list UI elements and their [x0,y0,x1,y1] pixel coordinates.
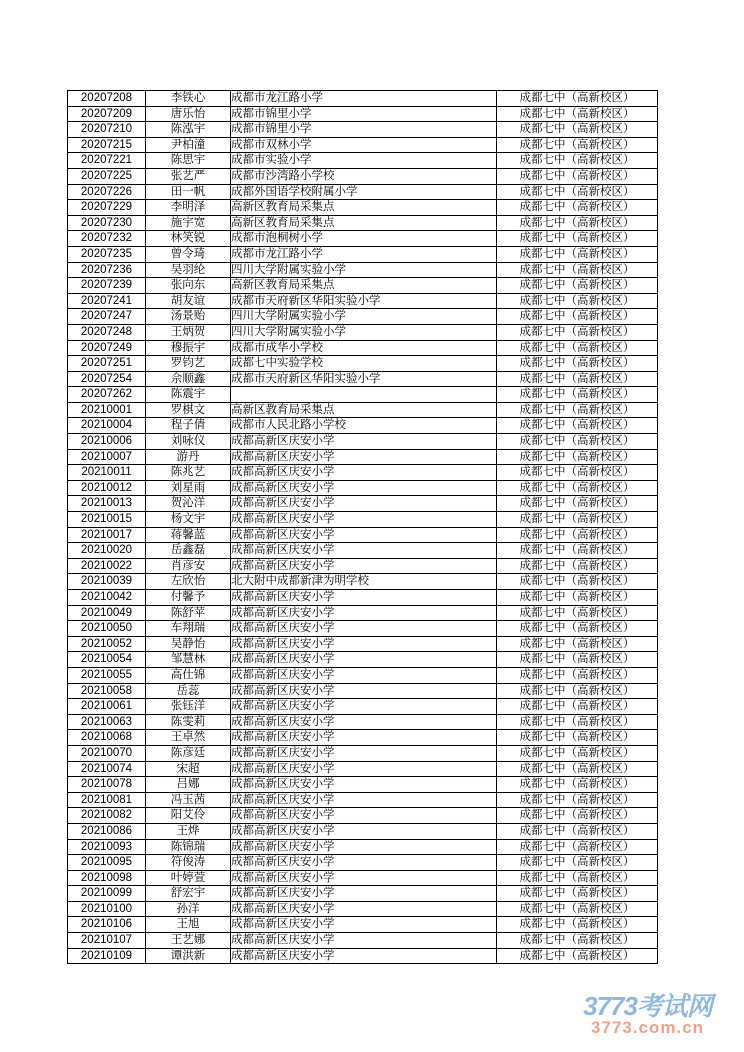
cell-admitted: 成都七中（高新校区） [497,761,658,777]
cell-admitted: 成都七中（高新校区） [497,434,658,450]
cell-name: 穆振宇 [146,340,231,356]
cell-admitted: 成都七中（高新校区） [497,106,658,122]
table-row [68,122,658,138]
table-row [68,402,658,418]
cell-id: 20210061 [68,699,146,715]
cell-id: 20210054 [68,652,146,668]
cell-id: 20210068 [68,730,146,746]
cell-school: 成都市锦里小学 [231,106,497,122]
cell-name: 高仕锦 [146,667,231,683]
cell-admitted: 成都七中（高新校区） [497,465,658,481]
cell-name: 吴静怡 [146,636,231,652]
watermark-site-logo: 3773考试网 [583,991,712,1021]
cell-id: 20210074 [68,761,146,777]
cell-admitted: 成都七中（高新校区） [497,605,658,621]
cell-name: 陈雯莉 [146,714,231,730]
cell-school: 成都高新区庆安小学 [231,917,497,933]
cell-school: 成都高新区庆安小学 [231,683,497,699]
table-row [68,886,658,902]
table-row [68,652,658,668]
cell-id: 20207239 [68,278,146,294]
cell-id: 20207247 [68,309,146,325]
table-row [68,184,658,200]
cell-id: 20210093 [68,839,146,855]
cell-school: 四川大学附属实验小学 [231,324,497,340]
cell-id: 20210052 [68,636,146,652]
cell-school: 四川大学附属实验小学 [231,309,497,325]
cell-admitted: 成都七中（高新校区） [497,527,658,543]
cell-id: 20210017 [68,527,146,543]
cell-admitted: 成都七中（高新校区） [497,870,658,886]
cell-admitted: 成都七中（高新校区） [497,948,658,964]
table-row [68,808,658,824]
cell-admitted: 成都七中（高新校区） [497,683,658,699]
cell-admitted: 成都七中（高新校区） [497,340,658,356]
cell-admitted: 成都七中（高新校区） [497,262,658,278]
cell-school: 成都高新区庆安小学 [231,901,497,917]
cell-admitted: 成都七中（高新校区） [497,91,658,107]
table-row [68,558,658,574]
cell-school: 成都高新区庆安小学 [231,449,497,465]
cell-id: 20207221 [68,153,146,169]
cell-school: 成都市沙湾路小学校 [231,168,497,184]
cell-admitted: 成都七中（高新校区） [497,730,658,746]
cell-id: 20207226 [68,184,146,200]
cell-id: 20210013 [68,496,146,512]
table-row [68,449,658,465]
cell-admitted: 成都七中（高新校区） [497,808,658,824]
table-row [68,543,658,559]
cell-name: 田一帆 [146,184,231,200]
cell-school: 成都高新区庆安小学 [231,745,497,761]
table-row [68,683,658,699]
cell-name: 冯玉茜 [146,792,231,808]
cell-name: 蒋馨蓝 [146,527,231,543]
table-row [68,434,658,450]
cell-admitted: 成都七中（高新校区） [497,823,658,839]
cell-admitted: 成都七中（高新校区） [497,449,658,465]
cell-admitted: 成都七中（高新校区） [497,200,658,216]
cell-school: 成都高新区庆安小学 [231,823,497,839]
cell-admitted: 成都七中（高新校区） [497,153,658,169]
watermark-site-domain: 3773.com.cn [590,1018,705,1037]
cell-school: 成都高新区庆安小学 [231,590,497,606]
cell-admitted: 成都七中（高新校区） [497,667,658,683]
cell-id: 20210006 [68,434,146,450]
cell-id: 20210107 [68,933,146,949]
cell-admitted: 成都七中（高新校区） [497,512,658,528]
cell-name: 车翔瑞 [146,621,231,637]
table-row [68,200,658,216]
cell-admitted: 成都七中（高新校区） [497,324,658,340]
cell-id: 20210050 [68,621,146,637]
cell-admitted: 成都七中（高新校区） [497,574,658,590]
cell-school: 成都市人民北路小学校 [231,418,497,434]
cell-admitted: 成都七中（高新校区） [497,246,658,262]
table-row [68,168,658,184]
cell-name: 张艺严 [146,168,231,184]
cell-id: 20207232 [68,231,146,247]
cell-school: 成都市龙江路小学 [231,246,497,262]
table-row [68,667,658,683]
cell-school: 成都高新区庆安小学 [231,636,497,652]
cell-name: 罗棋文 [146,402,231,418]
cell-school: 成都高新区庆安小学 [231,527,497,543]
table-row [68,371,658,387]
table-row [68,262,658,278]
table-row [68,496,658,512]
cell-school: 成都高新区庆安小学 [231,480,497,496]
cell-admitted: 成都七中（高新校区） [497,215,658,231]
table-row [68,636,658,652]
cell-name: 陈泓宇 [146,122,231,138]
cell-school: 成都高新区庆安小学 [231,870,497,886]
cell-name: 岳蕊 [146,683,231,699]
table-row [68,933,658,949]
cell-id: 20210078 [68,777,146,793]
cell-admitted: 成都七中（高新校区） [497,714,658,730]
cell-school: 成都高新区庆安小学 [231,434,497,450]
cell-school: 成都高新区庆安小学 [231,839,497,855]
cell-school: 成都高新区庆安小学 [231,652,497,668]
cell-admitted: 成都七中（高新校区） [497,496,658,512]
cell-name: 李铁心 [146,91,231,107]
cell-school: 成都七中实验学校 [231,356,497,372]
cell-school: 成都高新区庆安小学 [231,621,497,637]
cell-id: 20210081 [68,792,146,808]
cell-id: 20210001 [68,402,146,418]
table-row [68,590,658,606]
cell-admitted: 成都七中（高新校区） [497,590,658,606]
cell-name: 王烨 [146,823,231,839]
table-row [68,137,658,153]
cell-admitted: 成都七中（高新校区） [497,371,658,387]
table-row [68,714,658,730]
cell-id: 20210049 [68,605,146,621]
table-row [68,465,658,481]
cell-name: 谭洪新 [146,948,231,964]
cell-id: 20210015 [68,512,146,528]
cell-id: 20210082 [68,808,146,824]
cell-name: 宋超 [146,761,231,777]
cell-id: 20207210 [68,122,146,138]
cell-school: 成都高新区庆安小学 [231,792,497,808]
cell-name: 岳鑫磊 [146,543,231,559]
cell-school: 成都市泡桐树小学 [231,231,497,247]
cell-id: 20207241 [68,293,146,309]
table-row [68,309,658,325]
table-row [68,153,658,169]
cell-id: 20210020 [68,543,146,559]
cell-school: 北大附中成都新津为明学校 [231,574,497,590]
cell-id: 20210012 [68,480,146,496]
cell-name: 邹慧林 [146,652,231,668]
table-row [68,870,658,886]
cell-school: 成都高新区庆安小学 [231,855,497,871]
cell-admitted: 成都七中（高新校区） [497,745,658,761]
table-row [68,387,658,403]
cell-name: 陈舒苹 [146,605,231,621]
cell-id: 20210042 [68,590,146,606]
cell-admitted: 成都七中（高新校区） [497,792,658,808]
table-row [68,527,658,543]
table-row [68,823,658,839]
cell-admitted: 成都七中（高新校区） [497,652,658,668]
cell-admitted: 成都七中（高新校区） [497,231,658,247]
cell-school: 四川大学附属实验小学 [231,262,497,278]
cell-id: 20210070 [68,745,146,761]
cell-id: 20207251 [68,356,146,372]
cell-id: 20210099 [68,886,146,902]
cell-school: 成都高新区庆安小学 [231,777,497,793]
cell-name: 唐乐怡 [146,106,231,122]
cell-name: 王卓然 [146,730,231,746]
cell-admitted: 成都七中（高新校区） [497,917,658,933]
cell-name: 付馨予 [146,590,231,606]
cell-name: 刘星雨 [146,480,231,496]
cell-admitted: 成都七中（高新校区） [497,184,658,200]
table-row [68,418,658,434]
cell-school: 成都高新区庆安小学 [231,605,497,621]
cell-id: 20210086 [68,823,146,839]
cell-id: 20210109 [68,948,146,964]
cell-name: 叶婷萱 [146,870,231,886]
cell-school: 成都高新区庆安小学 [231,667,497,683]
cell-id: 20210011 [68,465,146,481]
cell-admitted: 成都七中（高新校区） [497,122,658,138]
cell-id: 20207225 [68,168,146,184]
cell-name: 吕娜 [146,777,231,793]
cell-id: 20207248 [68,324,146,340]
table-row [68,839,658,855]
cell-name: 肖彦安 [146,558,231,574]
table-body [68,91,658,964]
cell-id: 20210007 [68,449,146,465]
cell-name: 林笑锐 [146,231,231,247]
cell-id: 20207230 [68,215,146,231]
table-row [68,855,658,871]
cell-school: 成都高新区庆安小学 [231,761,497,777]
table-row [68,730,658,746]
table-row [68,777,658,793]
cell-name: 张钰洋 [146,699,231,715]
cell-admitted: 成都七中（高新校区） [497,839,658,855]
cell-name: 符俊涛 [146,855,231,871]
cell-admitted: 成都七中（高新校区） [497,558,658,574]
cell-school: 成都高新区庆安小学 [231,933,497,949]
cell-name: 刘咏仪 [146,434,231,450]
cell-name: 罗钧艺 [146,356,231,372]
cell-id: 20207236 [68,262,146,278]
table-row [68,91,658,107]
cell-name: 王旭 [146,917,231,933]
cell-school: 成都市实验小学 [231,153,497,169]
cell-school: 高新区教育局采集点 [231,200,497,216]
cell-school: 成都市成华小学校 [231,340,497,356]
cell-school [231,387,497,403]
table-row [68,356,658,372]
cell-admitted: 成都七中（高新校区） [497,356,658,372]
cell-school: 成都市天府新区华阳实验小学 [231,293,497,309]
cell-name: 曾令琦 [146,246,231,262]
cell-admitted: 成都七中（高新校区） [497,480,658,496]
table-row [68,745,658,761]
watermark [555,993,740,1037]
cell-school: 成都高新区庆安小学 [231,948,497,964]
cell-school: 成都高新区庆安小学 [231,543,497,559]
cell-admitted: 成都七中（高新校区） [497,402,658,418]
cell-id: 20210098 [68,870,146,886]
cell-name: 施宇宽 [146,215,231,231]
table-row [68,792,658,808]
cell-name: 吴羽纶 [146,262,231,278]
cell-admitted: 成都七中（高新校区） [497,278,658,294]
table-row [68,324,658,340]
cell-school: 成都市天府新区华阳实验小学 [231,371,497,387]
table-row [68,574,658,590]
table-row [68,948,658,964]
cell-id: 20207209 [68,106,146,122]
cell-school: 成都高新区庆安小学 [231,714,497,730]
cell-school: 成都高新区庆安小学 [231,730,497,746]
cell-name: 汤景贻 [146,309,231,325]
cell-id: 20210063 [68,714,146,730]
cell-id: 20207215 [68,137,146,153]
cell-school: 高新区教育局采集点 [231,215,497,231]
cell-id: 20210100 [68,901,146,917]
table-row [68,917,658,933]
cell-name: 杨文宇 [146,512,231,528]
cell-admitted: 成都七中（高新校区） [497,543,658,559]
cell-school: 成都市锦里小学 [231,122,497,138]
cell-name: 陈兆艺 [146,465,231,481]
cell-school: 高新区教育局采集点 [231,402,497,418]
cell-name: 贺沁洋 [146,496,231,512]
table-row [68,293,658,309]
cell-admitted: 成都七中（高新校区） [497,621,658,637]
cell-school: 成都外国语学校附属小学 [231,184,497,200]
table-row [68,246,658,262]
cell-admitted: 成都七中（高新校区） [497,137,658,153]
cell-name: 左欣怡 [146,574,231,590]
cell-name: 张向东 [146,278,231,294]
cell-name: 陈震宇 [146,387,231,403]
cell-school: 高新区教育局采集点 [231,278,497,294]
cell-admitted: 成都七中（高新校区） [497,636,658,652]
cell-id: 20207208 [68,91,146,107]
cell-id: 20210022 [68,558,146,574]
cell-admitted: 成都七中（高新校区） [497,699,658,715]
cell-name: 王艺娜 [146,933,231,949]
cell-name: 陈彦廷 [146,745,231,761]
table-row [68,340,658,356]
cell-admitted: 成都七中（高新校区） [497,777,658,793]
cell-id: 20210055 [68,667,146,683]
cell-admitted: 成都七中（高新校区） [497,168,658,184]
cell-name: 舒宏宇 [146,886,231,902]
table-row [68,699,658,715]
cell-name: 陈思宇 [146,153,231,169]
admission-roster-table [67,90,658,964]
cell-school: 成都高新区庆安小学 [231,465,497,481]
cell-admitted: 成都七中（高新校区） [497,293,658,309]
table-row [68,480,658,496]
table-row [68,231,658,247]
cell-school: 成都市双林小学 [231,137,497,153]
cell-admitted: 成都七中（高新校区） [497,855,658,871]
table-row [68,605,658,621]
cell-id: 20207235 [68,246,146,262]
table-row [68,761,658,777]
cell-school: 成都高新区庆安小学 [231,808,497,824]
table-row [68,106,658,122]
table-row [68,621,658,637]
cell-school: 成都高新区庆安小学 [231,699,497,715]
cell-id: 20207262 [68,387,146,403]
cell-name: 佘顺鑫 [146,371,231,387]
cell-name: 李明泽 [146,200,231,216]
cell-id: 20207229 [68,200,146,216]
cell-name: 游丹 [146,449,231,465]
table-row [68,215,658,231]
cell-admitted: 成都七中（高新校区） [497,901,658,917]
cell-school: 成都高新区庆安小学 [231,558,497,574]
cell-id: 20207254 [68,371,146,387]
cell-name: 胡友谊 [146,293,231,309]
cell-admitted: 成都七中（高新校区） [497,933,658,949]
cell-name: 阳艾伶 [146,808,231,824]
cell-id: 20210095 [68,855,146,871]
cell-admitted: 成都七中（高新校区） [497,418,658,434]
cell-name: 王炳贺 [146,324,231,340]
cell-school: 成都高新区庆安小学 [231,512,497,528]
cell-id: 20210058 [68,683,146,699]
cell-school: 成都高新区庆安小学 [231,496,497,512]
cell-name: 尹柏潼 [146,137,231,153]
cell-admitted: 成都七中（高新校区） [497,387,658,403]
cell-id: 20210106 [68,917,146,933]
table-row [68,512,658,528]
cell-admitted: 成都七中（高新校区） [497,309,658,325]
table-row [68,901,658,917]
cell-id: 20210039 [68,574,146,590]
cell-school: 成都高新区庆安小学 [231,886,497,902]
cell-id: 20210004 [68,418,146,434]
cell-school: 成都市龙江路小学 [231,91,497,107]
cell-name: 程子倩 [146,418,231,434]
table-row [68,278,658,294]
cell-admitted: 成都七中（高新校区） [497,886,658,902]
cell-name: 陈锦瑞 [146,839,231,855]
cell-name: 孙洋 [146,901,231,917]
cell-id: 20207249 [68,340,146,356]
